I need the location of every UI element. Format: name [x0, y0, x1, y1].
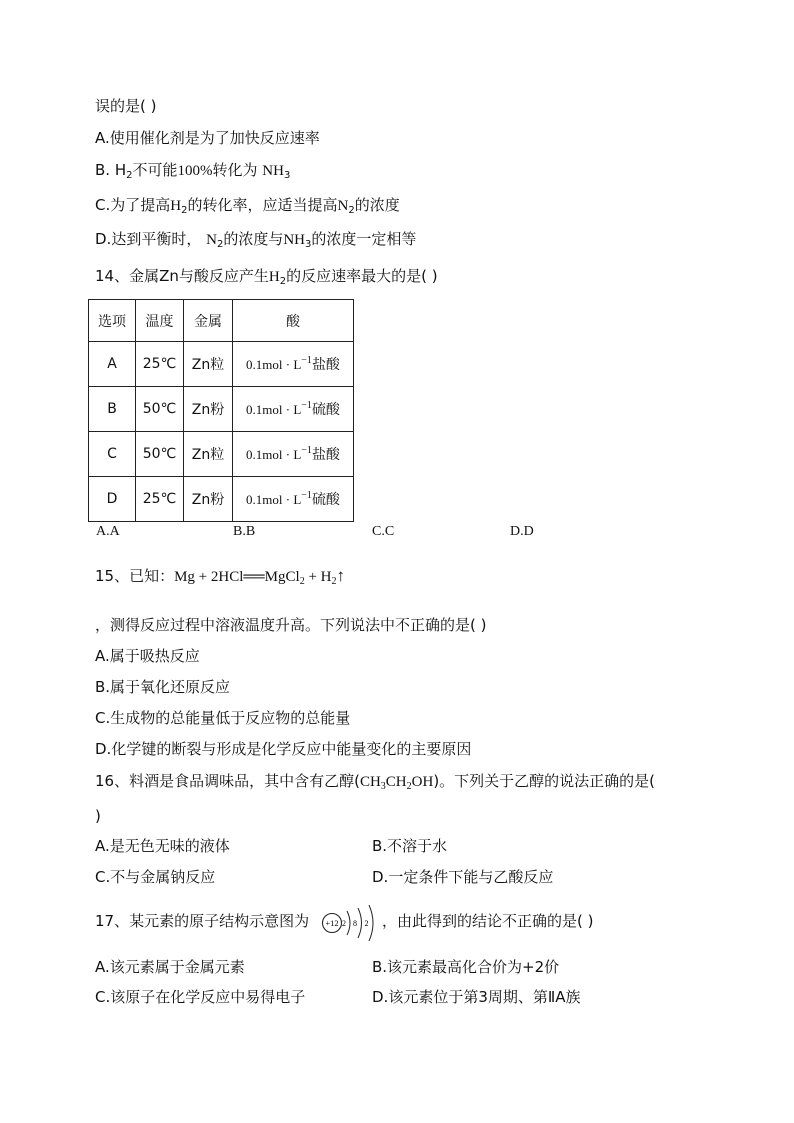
cell-temperature: 50℃ — [136, 432, 184, 477]
q15-equation: Mg + 2HCl══MgCl$_2$ + $H_2↑$ — [174, 566, 345, 587]
q13-option-d: D.达到平衡时， $N_2$的浓度与$NH_3$的浓度一定相等 — [95, 230, 417, 250]
q13-option-c: C.为了提高$H_2$的转化率，应适当提高$N_2$的浓度 — [95, 196, 400, 216]
q14-option-a: A.A — [96, 524, 120, 539]
q17-stem-end: ，由此得到的结论不正确的是( ) — [382, 912, 594, 930]
q14-option-d: D.D — [510, 524, 534, 539]
nucleus-charge: +12 — [325, 918, 339, 928]
q15-stem-2: ，测得反应过程中溶液温度升高。下列说法中不正确的是( ) — [95, 616, 487, 634]
cell-metal: Zn粒 — [184, 432, 233, 477]
cell-temperature: 25℃ — [136, 477, 184, 522]
q16-option-a: A.是无色无味的液体 — [95, 837, 230, 855]
cell-metal: Zn粒 — [184, 342, 233, 387]
cell-option: A — [89, 342, 136, 387]
q17-stem-pre: 17、某元素的原子结构示意图为 — [95, 912, 310, 930]
header-option: 选项 — [89, 300, 136, 342]
q15-option-c: C.生成物的总能量低于反应物的总能量 — [95, 709, 351, 727]
q14-table — [88, 299, 354, 522]
q17-option-d: D.该元素位于第3周期、第ⅡA族 — [372, 988, 581, 1006]
q16-stem-2: ) — [95, 807, 101, 825]
q13-stem-tail: 误的是( ) — [95, 97, 157, 115]
cell-option: D — [89, 477, 136, 522]
cell-acid: $0.1mol \cdot L^{-1}$硫酸 — [233, 387, 354, 432]
cell-acid: $0.1mol \cdot L^{-1}$硫酸 — [233, 477, 354, 522]
q16-option-d: D.一定条件下能与乙酸反应 — [372, 868, 554, 886]
q15-option-b: B.属于氧化还原反应 — [95, 678, 231, 696]
cell-option: C — [89, 432, 136, 477]
q13-option-b: B. $H_2$不可能100%转化为 $NH_3$ — [95, 161, 291, 181]
cell-acid: $0.1mol \cdot L^{-1}$盐酸 — [233, 342, 354, 387]
electron-shell-2 — [358, 908, 362, 938]
shell-2-electrons: 8 — [353, 919, 357, 928]
table-row — [89, 342, 354, 387]
shell-1-electrons: 2 — [342, 919, 346, 928]
q15-option-a: A.属于吸热反应 — [95, 647, 200, 665]
cell-acid: $0.1mol \cdot L^{-1}$盐酸 — [233, 432, 354, 477]
cell-temperature: 50℃ — [136, 387, 184, 432]
q15-option-d: D.化学键的断裂与形成是化学反应中能量变化的主要原因 — [95, 740, 472, 758]
q16-stem: 16、料酒是食品调味品，其中含有乙醇$(CH_3CH_2OH)$。下列关于乙醇的说法正确的是( — [95, 772, 656, 792]
shell-3-electrons: 2 — [364, 919, 369, 928]
header-temperature: 温度 — [136, 300, 184, 342]
q14-table-header — [89, 300, 354, 342]
header-acid: 酸 — [233, 300, 354, 342]
electron-shell-1 — [347, 911, 350, 935]
q17-option-c: C.该原子在化学反应中易得电子 — [95, 988, 306, 1006]
electron-shell-3 — [369, 905, 373, 941]
q16-option-c: C.不与金属钠反应 — [95, 868, 216, 886]
cell-temperature: 25℃ — [136, 342, 184, 387]
q14-option-c: C.C — [372, 524, 395, 539]
q17-option-b: B.该元素最高化合价为+2价 — [372, 958, 560, 976]
q13-option-a: A.使用催化剂是为了加快反应速率 — [95, 129, 320, 147]
q14-option-b: B.B — [233, 524, 256, 539]
header-metal: 金属 — [184, 300, 233, 342]
q15-stem: 15、已知：Mg + 2HCl══MgCl$_2$ + $H_2↑$ — [95, 566, 345, 587]
table-row — [89, 477, 354, 522]
q14-stem: 14、金属Zn与酸反应产生$H_2$的反应速率最大的是( ) — [95, 267, 438, 287]
cell-option: B — [89, 387, 136, 432]
cell-metal: Zn粉 — [184, 477, 233, 522]
table-row — [89, 387, 354, 432]
atom-structure-diagram — [321, 905, 381, 941]
cell-metal: Zn粉 — [184, 387, 233, 432]
table-row — [89, 432, 354, 477]
q16-option-b: B.不溶于水 — [372, 837, 448, 855]
q17-option-a: A.该元素属于金属元素 — [95, 958, 245, 976]
